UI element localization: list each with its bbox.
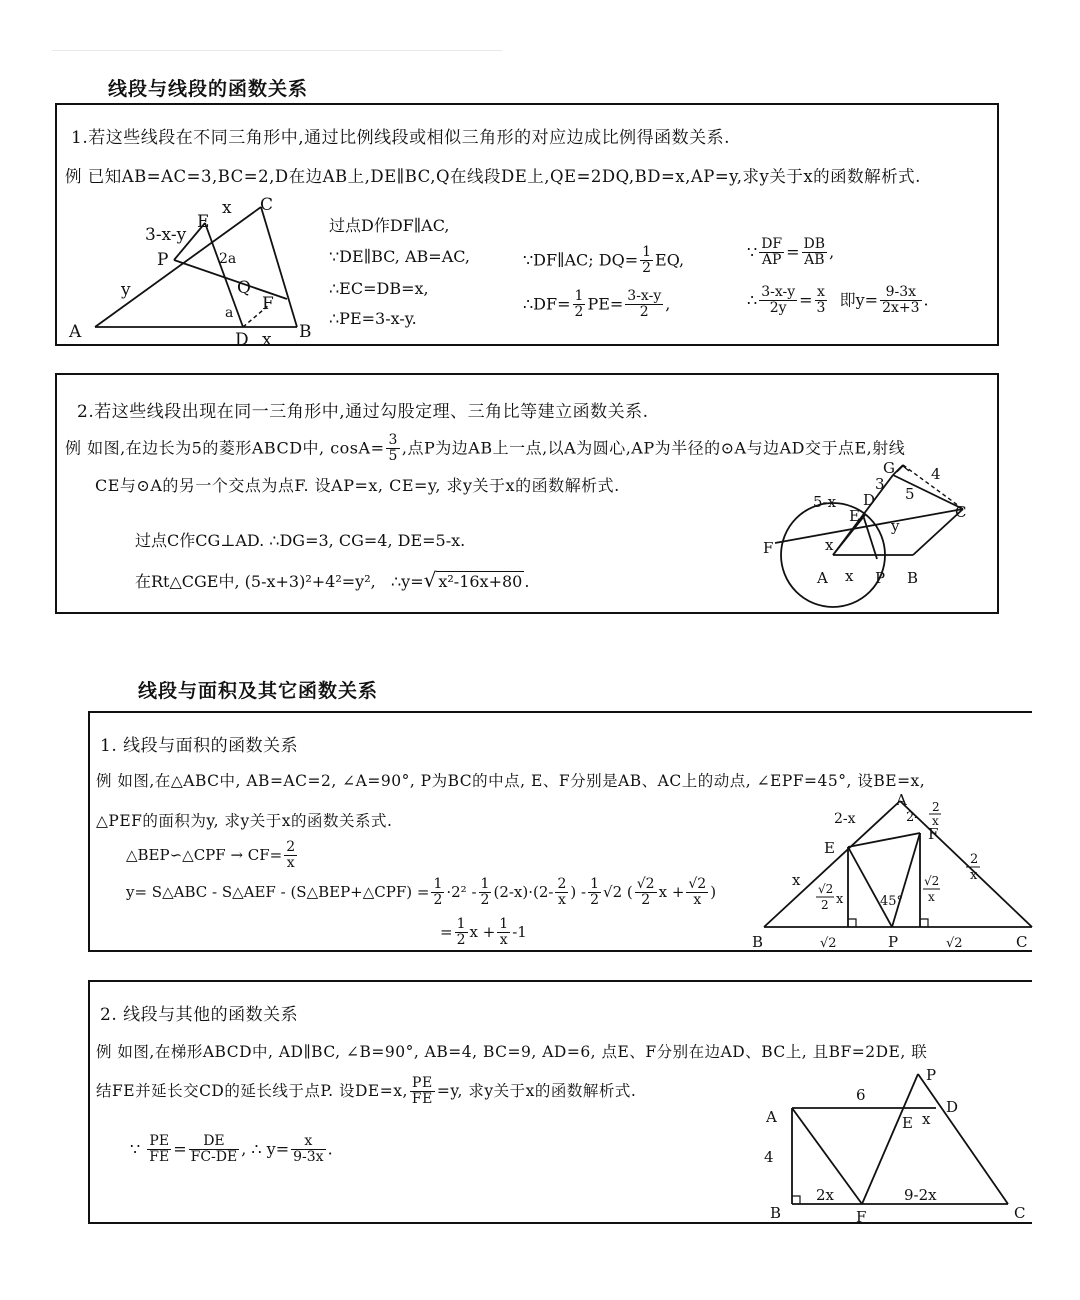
box3-title: 1. 线段与面积的函数关系 <box>100 736 299 756</box>
label-e: E <box>824 839 835 857</box>
s5-frac-d: 2 <box>642 260 652 277</box>
s3-b: x + <box>469 922 496 941</box>
segment-fp <box>892 833 920 927</box>
s2-f3d: x <box>557 892 566 909</box>
s2-g: ) <box>710 882 717 901</box>
box1-step8 <box>747 285 929 317</box>
box1 <box>55 103 999 350</box>
s2-f2d: 2 <box>480 892 490 909</box>
s2-f6n: √2 <box>688 876 707 892</box>
label-y: y <box>121 280 131 300</box>
side-dc <box>893 475 963 509</box>
box4-ex-b-pre: 结FE并延长交CD的延长线于点P. 设DE=x, <box>96 1081 408 1100</box>
label-x-bottom: x <box>262 330 272 350</box>
label-bp: √2 <box>820 936 837 951</box>
label-c: C <box>955 503 967 521</box>
box1-step3: ∴EC=DB=x, <box>329 279 429 298</box>
sqrt-sign: √ <box>423 568 437 592</box>
box2-example-a: 例 如图,在边长为5的菱形ABCD中, cosA= <box>65 438 385 458</box>
s6-text: ∴DF= <box>523 294 571 314</box>
label-f: F <box>262 294 274 314</box>
label-rf-d: x <box>928 890 935 904</box>
label-5-minus-x: 5-x <box>813 493 837 511</box>
label-seg: 3-x-y <box>145 225 187 245</box>
label-c: C <box>260 195 274 215</box>
s2-f1d: 2 <box>433 892 443 909</box>
box4-mid: , ∴ y= <box>241 1139 290 1159</box>
label-p: P <box>875 569 886 587</box>
s2-d: ) - <box>570 882 587 901</box>
step1-fd: x <box>286 855 295 872</box>
s2-f1n: 1 <box>433 876 443 892</box>
s8-f3n: 9-3x <box>880 285 921 301</box>
segment-fp <box>862 1074 918 1204</box>
box2-title: 2.若这些线段出现在同一三角形中,通过勾股定理、三角比等建立函数关系. <box>77 402 649 422</box>
label-a: A <box>766 1108 777 1126</box>
s7-frac2 <box>802 237 828 269</box>
s7-f2n: DB <box>803 236 826 252</box>
label-p: P <box>888 933 899 951</box>
label-d: D <box>863 491 876 509</box>
label-2-minus-2x-d: x <box>932 814 939 828</box>
s8-end: . <box>923 290 929 310</box>
s8-f2n: x <box>815 285 828 301</box>
box1-title: 1.若这些线段在不同三角形中,通过比例线段或相似三角形的对应边成比例得函数关系. <box>71 128 731 148</box>
box4-eq: = <box>173 1139 187 1159</box>
box2 <box>55 373 999 614</box>
s2-c: (2-x)·(2- <box>493 882 554 901</box>
s3-f1n: 1 <box>456 916 466 932</box>
right-angle-f <box>920 919 928 927</box>
s3-f2n: 1 <box>499 916 509 932</box>
label-d: D <box>946 1098 959 1116</box>
label-y: y <box>891 517 900 535</box>
s6-end: , <box>665 294 671 314</box>
s7-frac1 <box>759 237 784 269</box>
label-x: x <box>922 1110 931 1128</box>
label-5: 5 <box>905 485 915 503</box>
line-ec-p <box>863 515 877 559</box>
box2-step2-a: 在Rt△CGE中, (5-x+3)²+4²=y², <box>135 572 376 591</box>
label-f: F <box>928 825 939 843</box>
label-x-top: x <box>222 198 232 218</box>
box4-f2n: DE <box>189 1134 240 1150</box>
s6-frac-d: 2 <box>574 304 584 321</box>
box2-sqrt-content: x²-16x+80 <box>438 572 523 591</box>
s6-frac2-d: 2 <box>639 304 649 321</box>
label-a-small: a <box>225 305 234 321</box>
right-angle-e <box>848 919 856 927</box>
box2-step2-end: . <box>524 572 530 591</box>
box1-step6 <box>523 289 670 321</box>
box4-trapezoid-figure <box>90 982 1034 1226</box>
s6-mid: PE= <box>587 294 624 314</box>
s2-f: x + <box>658 882 685 901</box>
box4-ex-fn: PE <box>410 1076 435 1092</box>
s8-f1n: 3-x-y <box>761 284 796 300</box>
line-fc <box>775 509 963 543</box>
label-e: E <box>902 1114 913 1132</box>
s8-pre: ∴ <box>747 290 758 310</box>
s2-f3n: 2 <box>557 876 567 892</box>
box4-step-pre: ∵ <box>130 1139 141 1159</box>
label-a: A <box>896 791 907 809</box>
box2-example-line2: CE与⊙A的另一个交点为点F. 设AP=x, CE=y, 求y关于x的函数解析式. <box>95 476 620 495</box>
section2-heading: 线段与面积及其它函数关系 <box>138 680 379 702</box>
box4-f3n: x <box>291 1134 325 1150</box>
box4-title: 2. 线段与其他的函数关系 <box>100 1005 299 1025</box>
label-c: C <box>1016 933 1028 951</box>
s3-f2d: x <box>499 932 508 949</box>
cos-d: 5 <box>388 448 398 465</box>
s7-f2d: AB <box>804 252 825 269</box>
s8-mid: 即y= <box>839 290 879 310</box>
label-a: A <box>817 569 828 587</box>
s2-e: √2 ( <box>603 882 633 901</box>
box1-step7 <box>747 237 834 269</box>
label-p: P <box>157 250 169 270</box>
box3-example-line2: △PEF的面积为y, 求y关于x的函数关系式. <box>96 812 393 830</box>
s2-f5n: √2 <box>636 876 655 892</box>
s2-f4d: 2 <box>590 892 600 909</box>
s8-eq: = <box>799 290 813 310</box>
label-e: E <box>197 212 210 232</box>
s2-b: ·2² - <box>446 882 477 901</box>
label-x-2: x <box>845 567 854 585</box>
label-rf-n: √2 <box>924 874 940 888</box>
box4-end: . <box>327 1139 333 1159</box>
box4-f1d: FE <box>149 1149 170 1166</box>
s8-f1d: 2y <box>769 300 787 317</box>
label-2a: 2a <box>219 251 237 267</box>
label-2-minus-x: 2-x <box>834 811 856 827</box>
s8-frac2 <box>815 285 828 317</box>
box1-step5 <box>523 245 684 277</box>
s3-a: = <box>440 922 453 941</box>
label-4: 4 <box>931 465 941 483</box>
s3-f1d: 2 <box>456 932 466 949</box>
s5-end: EQ, <box>655 250 685 270</box>
s7-f1d: AP <box>761 252 782 269</box>
box4-ex-b-post: =y, 求y关于x的函数解析式. <box>436 1081 637 1100</box>
right-angle-b <box>792 1196 800 1204</box>
label-2-minus-2x-n: 2 <box>932 800 940 814</box>
label-b: B <box>770 1204 782 1222</box>
s5-frac <box>640 245 653 277</box>
s6-frac-n: 1 <box>574 288 584 304</box>
label-b: B <box>752 933 764 951</box>
step1-fn: 2 <box>286 839 296 855</box>
s8-frac1 <box>759 285 797 317</box>
box1-example: 例 已知AB=AC=3,BC=2,D在边AB上,DE∥BC,Q在线段DE上,QE=2DQ,BD=x,AP=y,求y关于x的函数解析式. <box>65 167 921 186</box>
s8-f2d: 3 <box>816 300 826 317</box>
box3-right-triangle-figure <box>90 713 1034 954</box>
label-a: A <box>69 322 82 342</box>
s6-frac2-n: 3-x-y <box>627 288 662 304</box>
label-x: x <box>792 871 801 889</box>
s2-f6d: x <box>693 892 702 909</box>
label-2x: 2x <box>816 1186 835 1204</box>
s8-frac3 <box>880 285 921 317</box>
box2-rhombus-figure <box>57 375 1001 616</box>
label-side-n: 2 <box>970 852 979 867</box>
box1-step2: ∵DE∥BC, AB=AC, <box>329 247 471 266</box>
label-c: C <box>1014 1204 1026 1222</box>
label-e: E <box>849 507 860 525</box>
label-r2x-d: 2 <box>821 898 829 912</box>
s7-pre: ∵ <box>747 242 758 262</box>
label-9-minus-2x: 9-2x <box>904 1186 937 1204</box>
label-d: D <box>235 330 249 350</box>
label-pc: √2 <box>946 936 963 951</box>
label-r2x-x: x <box>836 892 844 907</box>
label-f: F <box>763 539 774 557</box>
label-q: Q <box>237 278 251 298</box>
box3-example-line1: 例 如图,在△ABC中, AB=AC=2, ∠A=90°, P为BC的中点, E、F分别是AB、AC上的动点, ∠EPF=45°, 设BE=x, <box>96 772 926 790</box>
label-g: G <box>883 459 895 477</box>
s2-f4n: 1 <box>590 876 600 892</box>
label-b: B <box>299 322 312 342</box>
label-2-minus-2x-pre: 2- <box>906 810 919 825</box>
s6-frac2 <box>625 289 663 321</box>
box4-f3d: 9-3x <box>293 1149 324 1166</box>
segment-ep <box>848 847 892 927</box>
segment-de <box>205 223 243 327</box>
label-angle: 45° <box>880 894 904 909</box>
box3-step2-a: y= S△ABC - S△AEF - (S△BEP+△CPF) = <box>126 882 430 901</box>
s7-eq: = <box>786 242 800 262</box>
box3 <box>88 711 1032 952</box>
s7-f1n: DF <box>761 236 783 252</box>
label-4: 4 <box>764 1148 774 1166</box>
s5-text: ∵DF∥AC; DQ= <box>523 250 639 270</box>
side-cd-extended <box>918 1074 1008 1204</box>
box4-ex-fd: FE <box>411 1091 433 1108</box>
s8-f3d: 2x+3 <box>882 300 920 317</box>
label-f: F <box>856 1208 867 1226</box>
box3-step1-a: △BEP∽△CPF → CF= <box>126 845 283 864</box>
s7-end: , <box>829 242 835 262</box>
label-x-1: x <box>825 536 834 554</box>
s6-frac <box>573 289 586 321</box>
s5-frac-n: 1 <box>642 244 652 260</box>
label-r2x-n: √2 <box>818 882 834 896</box>
top-rule <box>52 50 502 51</box>
box2-step2-b: ∴y= <box>390 572 424 591</box>
box4-f2d: FC-DE <box>190 1149 238 1166</box>
box2-example-b: ,点P为边AB上一点,以A为圆心,AP为半径的⊙A与边AD交于点E,射线 <box>401 438 906 458</box>
box2-step1: 过点C作CG⊥AD. ∴DG=3, CG=4, DE=5-x. <box>135 531 466 550</box>
box4-f1n: PE <box>147 1134 171 1150</box>
cos-n: 3 <box>388 432 398 448</box>
box4-example-line1: 例 如图,在梯形ABCD中, AD∥BC, ∠B=90°, AB=4, BC=9, AD=6, 点E、F分别在边AD、BC上, 且BF=2DE, 联 <box>96 1043 928 1061</box>
s3-c: -1 <box>512 922 527 941</box>
label-3: 3 <box>875 475 885 493</box>
label-b: B <box>907 569 919 587</box>
label-side-d: x <box>970 868 978 883</box>
s2-f5d: 2 <box>641 892 651 909</box>
box1-step1: 过点D作DF∥AC, <box>329 216 450 235</box>
box4 <box>88 980 1032 1224</box>
s2-f2n: 1 <box>480 876 490 892</box>
label-6: 6 <box>856 1086 866 1104</box>
box1-step4: ∴PE=3-x-y. <box>329 309 417 328</box>
label-p: P <box>926 1066 937 1084</box>
section1-heading: 线段与线段的函数关系 <box>108 78 309 100</box>
